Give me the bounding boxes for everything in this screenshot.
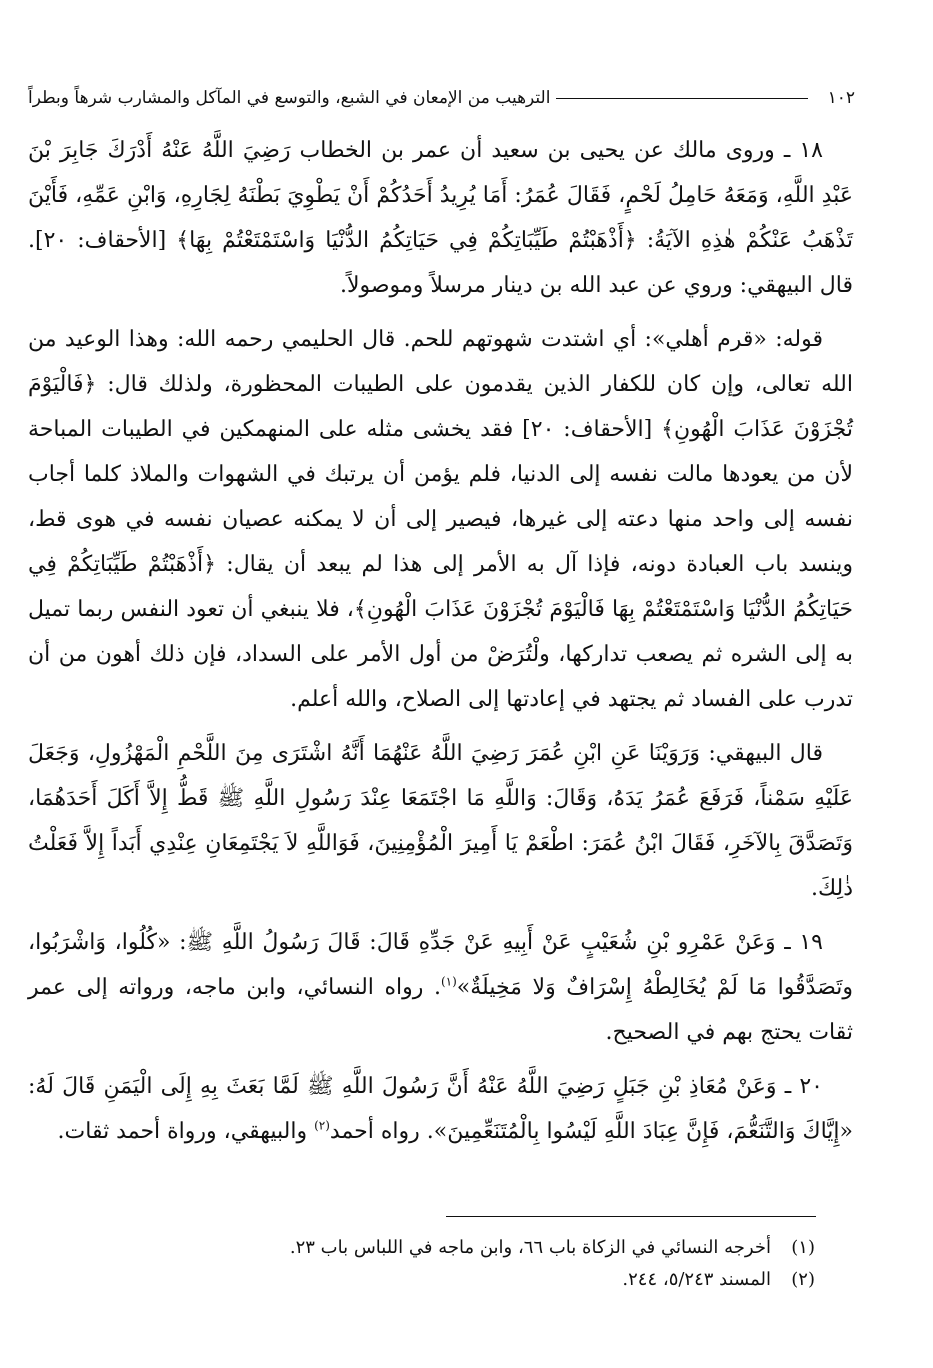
paragraph-hadith-19: ١٩ ـ وَعَنْ عَمْرِو بْنِ شُعَيْبٍ عَنْ أَبِيهِ عَنْ جَدِّهِ قَالَ: قَالَ رَسُولُ اللَّهِ ﷺ: «كُلُوا، وَاشْرَبُوا، وتَصَدَّقُوا مَا لَمْ يُخَالِطْهُ إِسْرَافٌ وَلا مَخِيلَةٌ»$^{(١)}$. رواه النسائي، وابن ماجه، ورواته إلى عمر ثقات يحتج بهم في الصحيح.	[28, 930, 853, 1045]
footnote-text: أخرجه النسائي في الزكاة باب ٦٦، وابن ماجه في اللباس باب ٢٣.	[289, 1237, 771, 1258]
paragraph-hadith-18: ١٨ ـ وروى مالك عن يحيى بن سعيد أن عمر بن الخطاب رَضِيَ اللَّهُ عَنْهُ أَدْرَكَ جَابِرَ بْنَ عَبْدِ اللَّهِ، وَمَعَهُ حَامِلُ لَحْمٍ، فَقَالَ عُمَرُ: أَمَا يُرِيدُ أَحَدُكُمْ أَنْ يَطْوِيَ بَطْنَهُ لِجَارِهِ، وَابْنِ عَمِّهِ، فَأَيْنَ تَذْهَبُ عَنْكُمْ هٰذِهِ الآيَةُ: ﴿أَذْهَبْتُمْ طَيِّبَاتِكُمْ فِي حَيَاتِكُمُ الدُّنْيَا وَاسْتَمْتَعْتُمْ بِهَا﴾ [الأحقاف: ٢٠]. قال البيهقي: وروي عن عبد الله بن دينار مرسلاً وموصولاً.	[28, 138, 853, 298]
paragraph-commentary: قوله: «قرم أهلي»: أي اشتدت شهوتهم للحم. قال الحليمي رحمه الله: وهذا الوعيد من الله تعالى، وإن كان للكفار الذين يقدمون على الطيبات المحظورة، ولذلك قال: ﴿فَالْيَوْمَ تُجْزَوْنَ عَذَابَ الْهُونِ﴾ [الأحقاف: ٢٠] فقد يخشى مثله على المنهمكين في الطيبات المباحة لأن من يعودها مالت نفسه إلى الدنيا، فلم يؤمن أن يرتبك في الشهوات والملاذ كلما أجاب نفسه إلى واحد منها دعته إلى غيرها، فيصير إلى أن لا يمكنه عصيان نفسه في هوى قط، وينسد باب العبادة دونه، فإذا آل به الأمر إلى هذا لم يبعد أن يقال: ﴿أَذْهَبْتُمْ طَيِّبَاتِكُمْ فِي حَيَاتِكُمُ الدُّنْيَا وَاسْتَمْتَعْتُمْ بِهَا فَالْيَوْمَ تُجْزَوْنَ عَذَابَ الْهُونِ﴾، فلا ينبغي أن تعود النفس ربما تميل به إلى الشره ثم يصعب تداركها، ولْتُرَضْ من أول الأمر على السداد، فإن ذلك أهون من أن تدرب على الفساد ثم يجتهد في إعادتها إلى الصلاح، والله أعلم.	[28, 327, 853, 712]
footnote-separator	[446, 1216, 816, 1217]
paragraph-bayhaqi: قال البيهقي: وَرَوَيْنَا عَنِ ابْنِ عُمَرَ رَضِيَ اللَّهُ عَنْهُمَا أَنَّهُ اشْتَرَى مِنَ اللَّحْمِ الْمَهْزُولِ، وَجَعَلَ عَلَيْهِ سَمْناً، فَرَفَعَ عُمَرُ يَدَهُ، وَقَالَ: وَاللَّهِ مَا اجْتَمَعَا عِنْدَ رَسُولِ اللَّهِ ﷺ قَطُّ إِلاَّ أَكَلَ أَحَدَهُمَا، وَتَصَدَّقَ بِالآخَرِ، فَقَالَ ابْنُ عُمَرَ: اطْعَمْ يَا أَمِيرَ الْمُؤْمِنِينَ، فَوَاللَّهِ لاَ يَجْتَمِعَانِ عِنْدِي أَبَداً إِلاَّ فَعَلْتُ ذٰلِكَ.	[28, 741, 853, 901]
header-rule	[556, 98, 807, 99]
footnote-ref-2[interactable]: (٢)	[314, 1118, 330, 1133]
footnote-text: المسند ٥/٢٤٣، ٢٤٤.	[622, 1269, 771, 1290]
page-number: ١٠٢	[827, 88, 855, 108]
footnote-2	[80, 1264, 815, 1296]
footnote-number: (١)	[791, 1237, 815, 1258]
footnote-number: (٢)	[791, 1269, 815, 1290]
footnotes	[80, 1232, 815, 1296]
running-header	[28, 78, 855, 108]
running-title: الترهيب من الإمعان في الشبع، والتوسع في المآكل والمشارب شرهاً وبطراً	[28, 88, 551, 108]
footnote-1	[80, 1232, 815, 1264]
main-text	[28, 128, 853, 1163]
paragraph-hadith-20: ٢٠ ـ وَعَنْ مُعَاذِ بْنِ جَبَلٍ رَضِيَ اللَّهُ عَنْهُ أَنَّ رَسُولَ اللَّهِ ﷺ لَمَّا بَعَثَ بِهِ إِلَى الْيَمَنِ قَالَ لَهُ: «إِيَّاكَ وَالتَّنَعُّمَ، فَإِنَّ عِبَادَ اللَّهِ لَيْسُوا بِالْمُتَنَعِّمِينَ». رواه أحمد$^{(٢)}$ والبيهقي، ورواة أحمد ثقات.	[28, 1074, 853, 1144]
footnote-ref-1[interactable]: (١)	[440, 974, 457, 989]
